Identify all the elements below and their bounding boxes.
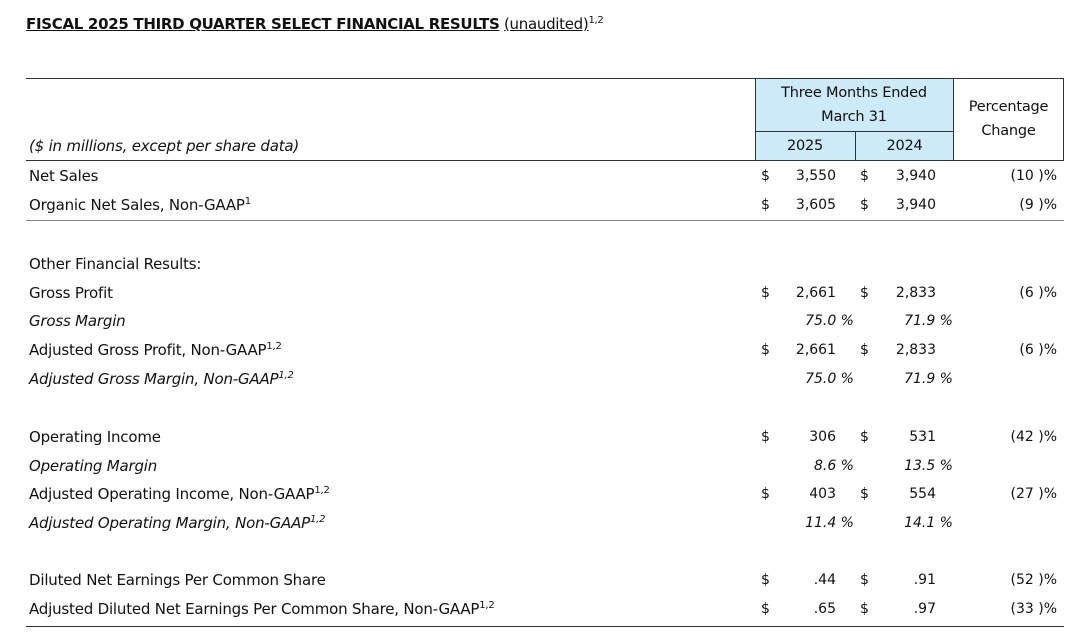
dollar-sign: $ bbox=[860, 429, 869, 445]
dollar-sign: $ bbox=[761, 486, 770, 502]
header-bottom-rule bbox=[26, 160, 1064, 161]
change-diluted-eps: (52 )% bbox=[1010, 572, 1057, 588]
change-gross-profit: (6 )% bbox=[1019, 285, 1057, 301]
change-organic-net-sales: (9 )% bbox=[1019, 197, 1057, 213]
value-2025-operating-income: 306 bbox=[809, 429, 836, 445]
dollar-sign: $ bbox=[860, 168, 869, 184]
dollar-sign: $ bbox=[860, 342, 869, 358]
dollar-sign: $ bbox=[860, 486, 869, 502]
row-label-adjusted-gross-margin: Adjusted Gross Margin, Non-GAAP$^{1,2}$ bbox=[29, 370, 294, 388]
value-2024-adjusted-operating-income: 554 bbox=[909, 486, 936, 502]
row-label-gross-margin: Gross Margin bbox=[29, 312, 126, 330]
dollar-sign: $ bbox=[761, 572, 770, 588]
value-2024-adjusted-gross-profit: 2,833 bbox=[895, 342, 936, 358]
change-right-border bbox=[1063, 78, 1064, 161]
value-2024-operating-income: 531 bbox=[909, 429, 936, 445]
page-title: FISCAL 2025 THIRD QUARTER SELECT FINANCIAL RESULTS (unaudited)$^{1,2}$ bbox=[26, 15, 604, 33]
value-2024-operating-margin: 13.5 % bbox=[904, 458, 953, 474]
row-label-adjusted-gross-profit: Adjusted Gross Profit, Non-GAAP$^{1,2}$ bbox=[29, 341, 282, 359]
section-heading-other: Other Financial Results: bbox=[29, 255, 202, 273]
value-2024-gross-profit: 2,833 bbox=[895, 285, 936, 301]
value-2025-organic-net-sales: 3,605 bbox=[795, 197, 836, 213]
row-label-adjusted-diluted-eps: Adjusted Diluted Net Earnings Per Common Share, Non-GAAP$^{1,2}$ bbox=[29, 600, 495, 618]
dollar-sign: $ bbox=[761, 342, 770, 358]
value-2025-adjusted-operating-margin: 11.4 % bbox=[805, 515, 854, 531]
row-label-adjusted-operating-income: Adjusted Operating Income, Non-GAAP$^{1,2}$ bbox=[29, 485, 330, 503]
year-2024-header: 2024 bbox=[886, 138, 923, 154]
change-net-sales: (10 )% bbox=[1010, 168, 1057, 184]
value-2025-adjusted-gross-profit: 2,661 bbox=[795, 342, 836, 358]
dollar-sign: $ bbox=[761, 197, 770, 213]
row-label-gross-profit: Gross Profit bbox=[29, 284, 113, 302]
value-2024-gross-margin: 71.9 % bbox=[904, 313, 953, 329]
value-2025-net-sales: 3,550 bbox=[795, 168, 836, 184]
year-header-rule bbox=[755, 131, 953, 132]
value-2025-operating-margin: 8.6 % bbox=[813, 458, 854, 474]
change-operating-income: (42 )% bbox=[1010, 429, 1057, 445]
value-2025-adjusted-gross-margin: 75.0 % bbox=[805, 371, 854, 387]
value-2025-diluted-eps: .44 bbox=[813, 572, 836, 588]
value-2025-adjusted-operating-income: 403 bbox=[809, 486, 836, 502]
percentage-change-header: Percentage Change bbox=[968, 99, 1049, 139]
dollar-sign: $ bbox=[761, 285, 770, 301]
dollar-sign: $ bbox=[761, 429, 770, 445]
value-2024-diluted-eps: .91 bbox=[913, 572, 936, 588]
change-adjusted-diluted-eps: (33 )% bbox=[1010, 601, 1057, 617]
section-rule bbox=[26, 220, 1064, 221]
value-2025-gross-margin: 75.0 % bbox=[805, 313, 854, 329]
row-label-adjusted-operating-margin: Adjusted Operating Margin, Non-GAAP$^{1,2}$ bbox=[29, 514, 326, 532]
value-2024-adjusted-gross-margin: 71.9 % bbox=[904, 371, 953, 387]
year-2025-header: 2025 bbox=[786, 138, 824, 154]
period-header: Three Months Ended March 31 bbox=[781, 85, 927, 125]
units-note: ($ in millions, except per share data) bbox=[29, 137, 300, 155]
value-2025-adjusted-diluted-eps: .65 bbox=[813, 601, 836, 617]
row-label-net-sales: Net Sales bbox=[29, 167, 99, 185]
value-2025-gross-profit: 2,661 bbox=[795, 285, 836, 301]
row-label-operating-margin: Operating Margin bbox=[29, 457, 158, 475]
change-adjusted-operating-income: (27 )% bbox=[1010, 486, 1057, 502]
dollar-sign: $ bbox=[860, 572, 869, 588]
dollar-sign: $ bbox=[761, 168, 770, 184]
dollar-sign: $ bbox=[860, 197, 869, 213]
top-rule bbox=[26, 78, 1064, 79]
row-label-operating-income: Operating Income bbox=[29, 428, 161, 446]
dollar-sign: $ bbox=[761, 601, 770, 617]
dollar-sign: $ bbox=[860, 601, 869, 617]
value-2024-net-sales: 3,940 bbox=[895, 168, 936, 184]
row-label-organic-net-sales: Organic Net Sales, Non-GAAP$^1$ bbox=[29, 196, 251, 214]
change-adjusted-gross-profit: (6 )% bbox=[1019, 342, 1057, 358]
value-2024-adjusted-operating-margin: 14.1 % bbox=[904, 515, 953, 531]
table-bottom-rule bbox=[26, 626, 1064, 627]
dollar-sign: $ bbox=[860, 285, 869, 301]
value-2024-organic-net-sales: 3,940 bbox=[895, 197, 936, 213]
value-2024-adjusted-diluted-eps: .97 bbox=[913, 601, 936, 617]
row-label-diluted-eps: Diluted Net Earnings Per Common Share bbox=[29, 571, 326, 589]
